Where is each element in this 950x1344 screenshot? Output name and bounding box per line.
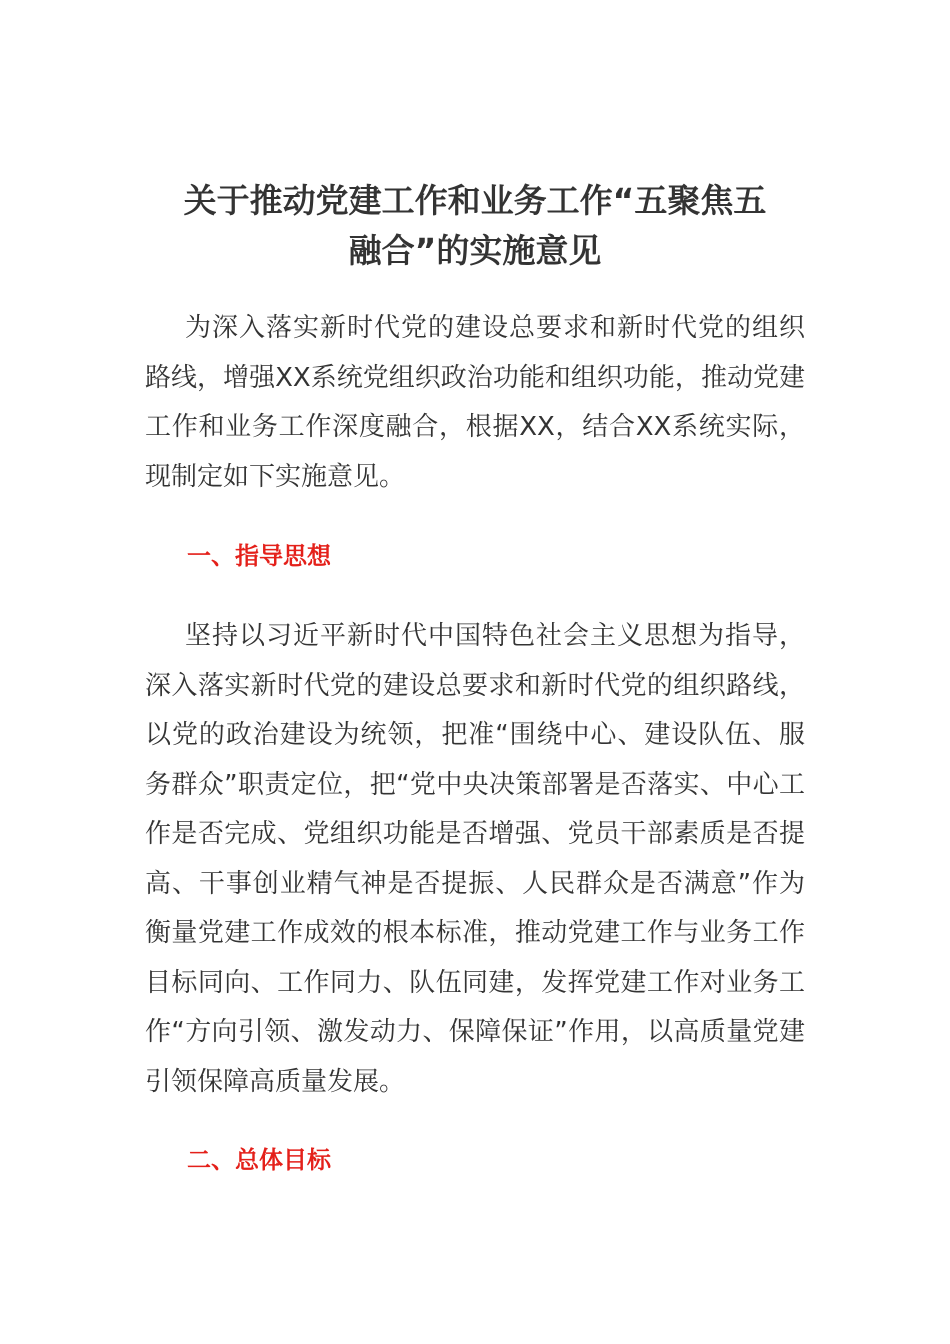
section-heading-guiding-ideology: 一、指导思想	[187, 542, 331, 570]
section-body-guiding-ideology: 坚持以习近平新时代中国特色社会主义思想为指导，深入落实新时代党的建设总要求和新时代党的组织路线，以党的政治建设为统领，把准“围绕中心、建设队伍、服务群众”职责定位，把“党中央决策部署是否落实、中心工作是否完成、党组织功能是否增强、党员干部素质是否提高、干事创业精气神是否提振、人民群众是否满意”作为衡量党建工作成效的根本标准，推动党建工作与业务工作目标同向、工作同力、队伍同建，发挥党建工作对业务工作“方向引领、激发动力、保障保证”作用，以高质量党建引领保障高质量发展。	[145, 621, 805, 1097]
title-line-1: 关于推动党建工作和业务工作“五聚焦五	[183, 181, 767, 220]
document-title	[145, 176, 805, 276]
intro-paragraph: 为深入落实新时代党的建设总要求和新时代党的组织路线，增强XX系统党组织政治功能和组织功能，推动党建工作和业务工作深度融合，根据XX，结合XX系统实际，现制定如下实施意见。	[145, 313, 805, 492]
section-heading-overall-goals: 二、总体目标	[187, 1146, 331, 1174]
title-line-2: 融合”的实施意见	[348, 231, 602, 270]
